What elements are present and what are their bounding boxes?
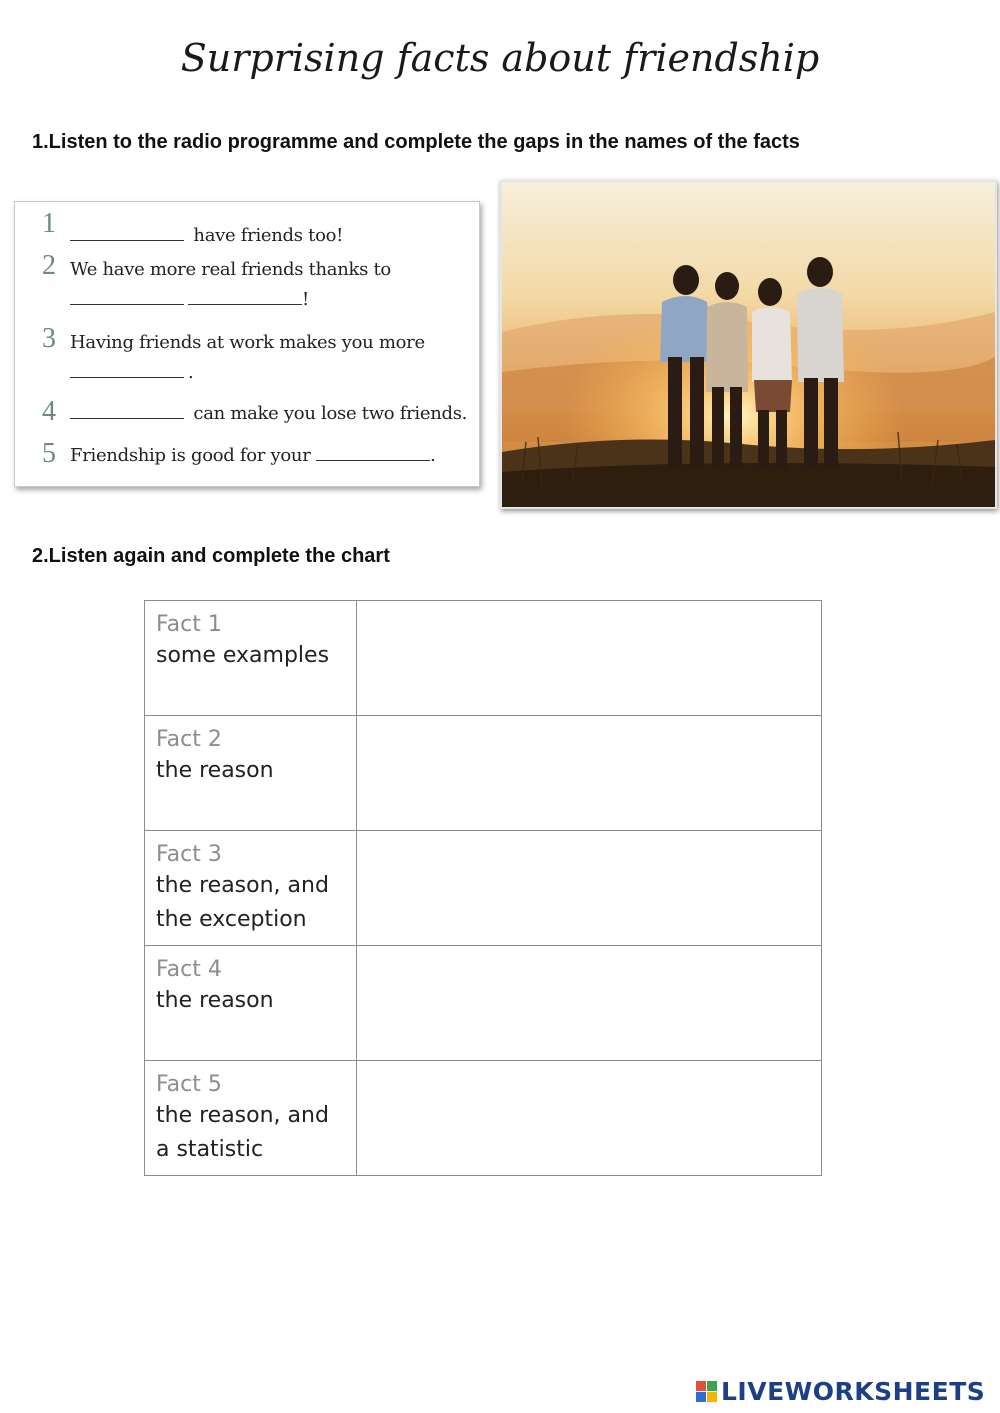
gap-blank-5[interactable]: [316, 446, 430, 461]
table-row: [145, 716, 822, 831]
answer-cell-fact-5[interactable]: [356, 1061, 821, 1176]
fact-title: Fact 5: [156, 1072, 222, 1097]
row-label-cell: [145, 601, 357, 716]
row-label-cell: [145, 831, 357, 946]
friends-at-sunset-photo: [500, 180, 997, 509]
exercise1-instruction: 1.Listen to the radio programme and complete the gaps in the names of the facts: [32, 131, 800, 153]
table-row: [145, 1061, 822, 1176]
item-end: !: [302, 289, 309, 310]
fact-desc: a statistic: [156, 1137, 264, 1162]
item-text: Having friends at work makes you more: [70, 332, 425, 353]
fact-desc: the reason, and: [156, 873, 329, 898]
fact-desc: the exception: [156, 907, 307, 932]
item-text: Friendship is good for your: [70, 445, 311, 466]
photo-illustration: [502, 182, 995, 507]
row-label-cell: [145, 1061, 357, 1176]
item-number: 2: [42, 250, 56, 281]
gap-blank-3[interactable]: [70, 363, 184, 378]
table-row: [145, 831, 822, 946]
fact-title: Fact 3: [156, 842, 222, 867]
liveworksheets-logo[interactable]: [696, 1377, 985, 1406]
item-end: .: [188, 362, 194, 383]
gap-blank-2b[interactable]: [188, 290, 302, 305]
row-label-cell: [145, 716, 357, 831]
brand-text: LIVEWORKSHEETS: [721, 1377, 986, 1406]
item-number: 4: [42, 396, 56, 427]
gap-blank-4[interactable]: [70, 404, 184, 419]
item-text: have friends too!: [193, 225, 344, 246]
gap-blank-2a[interactable]: [70, 290, 184, 305]
logo-squares-icon: [696, 1381, 717, 1402]
fact-title: Fact 1: [156, 612, 222, 637]
table-row: [145, 946, 822, 1061]
fact-desc: the reason: [156, 988, 274, 1013]
answer-cell-fact-3[interactable]: [356, 831, 821, 946]
item-text: can make you lose two friends.: [193, 403, 468, 424]
facts-chart: [144, 600, 822, 1176]
fact-desc: the reason, and: [156, 1103, 329, 1128]
item-number: 1: [42, 208, 56, 239]
page-title: Surprising facts about friendship: [180, 36, 820, 80]
gap-blank-1[interactable]: [70, 226, 184, 241]
gap-fill-box: [14, 201, 480, 487]
row-label-cell: [145, 946, 357, 1061]
item-number: 5: [42, 438, 56, 469]
item-text: We have more real friends thanks to: [70, 259, 391, 280]
fact-title: Fact 4: [156, 957, 222, 982]
fact-title: Fact 2: [156, 727, 222, 752]
answer-cell-fact-4[interactable]: [356, 946, 821, 1061]
answer-cell-fact-2[interactable]: [356, 716, 821, 831]
item-end: .: [429, 445, 436, 466]
answer-cell-fact-1[interactable]: [356, 601, 821, 716]
exercise2-instruction: 2.Listen again and complete the chart: [32, 545, 390, 567]
table-row: [145, 601, 822, 716]
item-number: 3: [42, 323, 56, 354]
fact-desc: some examples: [156, 643, 330, 668]
fact-desc: the reason: [156, 758, 274, 783]
